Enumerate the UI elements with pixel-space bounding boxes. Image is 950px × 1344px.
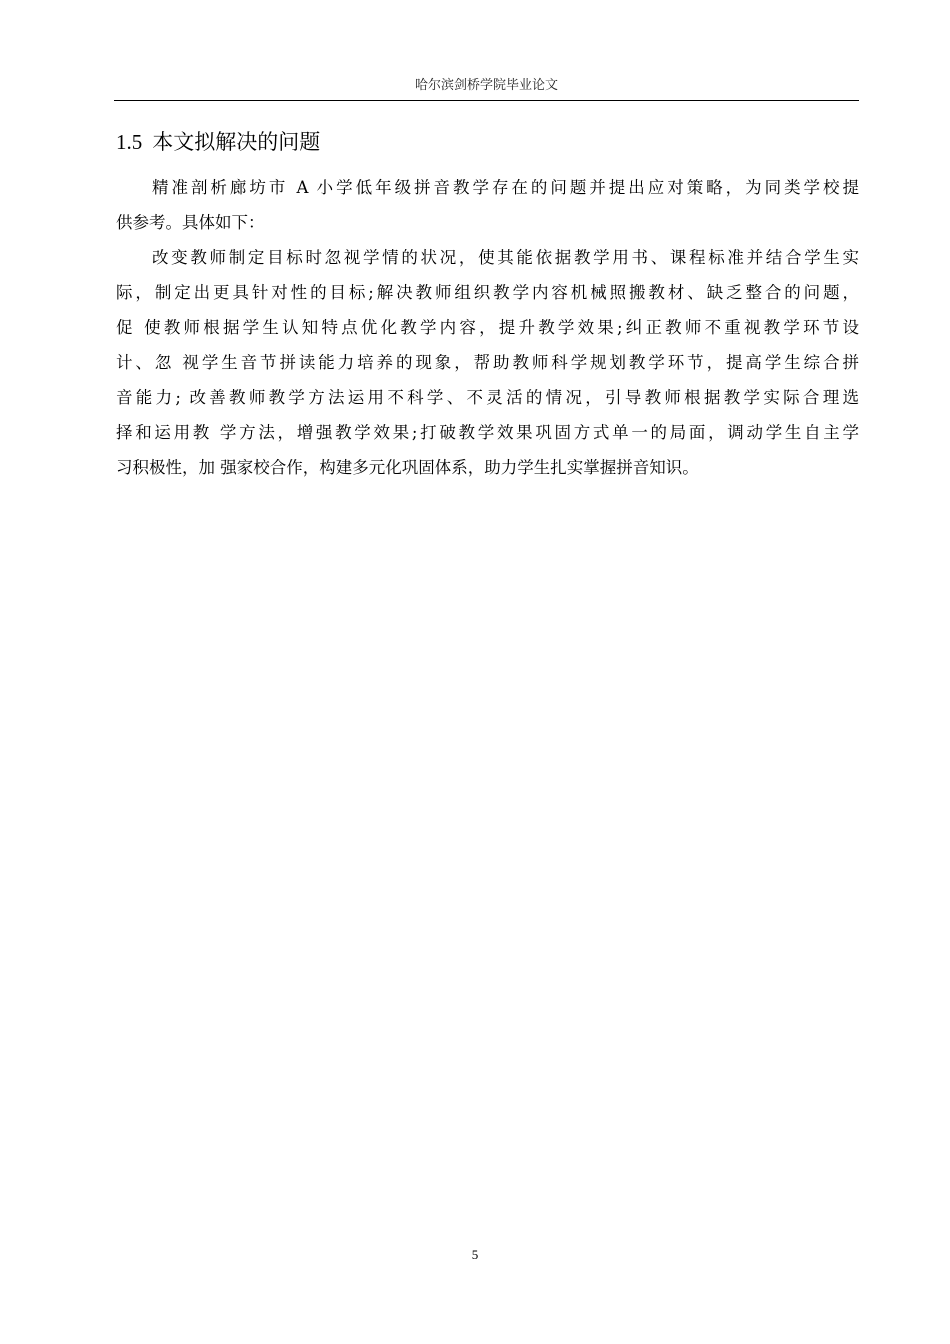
- section-number: 1.5: [116, 130, 143, 154]
- paragraph-2: [116, 240, 859, 485]
- paragraph-line: 计、忽 视学生音节拼读能力培养的现象，帮助教师科学规划教学环节，提高学生综合拼: [116, 353, 859, 372]
- header-divider: [114, 100, 859, 101]
- paragraph-line: 促 使教师根据学生认知特点优化教学内容，提升教学效果;纠正教师不重视教学环节设: [116, 318, 859, 337]
- section-title: 本文拟解决的问题: [152, 130, 321, 154]
- paragraph-line: 供参考。具体如下：: [116, 213, 265, 232]
- paragraph-line: 习积极性，加 强家校合作，构建多元化巩固体系，助力学生扎实掌握拼音知识。: [116, 458, 699, 477]
- running-header: 哈尔滨剑桥学院毕业论文: [414, 78, 558, 93]
- paragraph-1: [116, 170, 859, 240]
- paragraph-line: 改变教师制定目标时忽视学情的状况，使其能依据教学用书、课程标准并结合学生实: [152, 248, 859, 267]
- section-heading: [116, 128, 320, 156]
- paragraph-line: 择和运用教 学方法，增强教学效果;打破教学效果巩固方式单一的局面，调动学生自主学: [116, 423, 859, 442]
- paragraph-line: 音能力; 改善教师教学方法运用不科学、不灵活的情况，引导教师根据教学实际合理选: [116, 388, 859, 407]
- paragraph-line: 精准剖析廊坊市 A 小学低年级拼音教学存在的问题并提出应对策略，为同类学校提: [152, 178, 859, 197]
- page-number: 5: [471, 1247, 479, 1262]
- paragraph-line: 际，制定出更具针对性的目标;解决教师组织教学内容机械照搬教材、缺乏整合的问题，: [116, 283, 859, 302]
